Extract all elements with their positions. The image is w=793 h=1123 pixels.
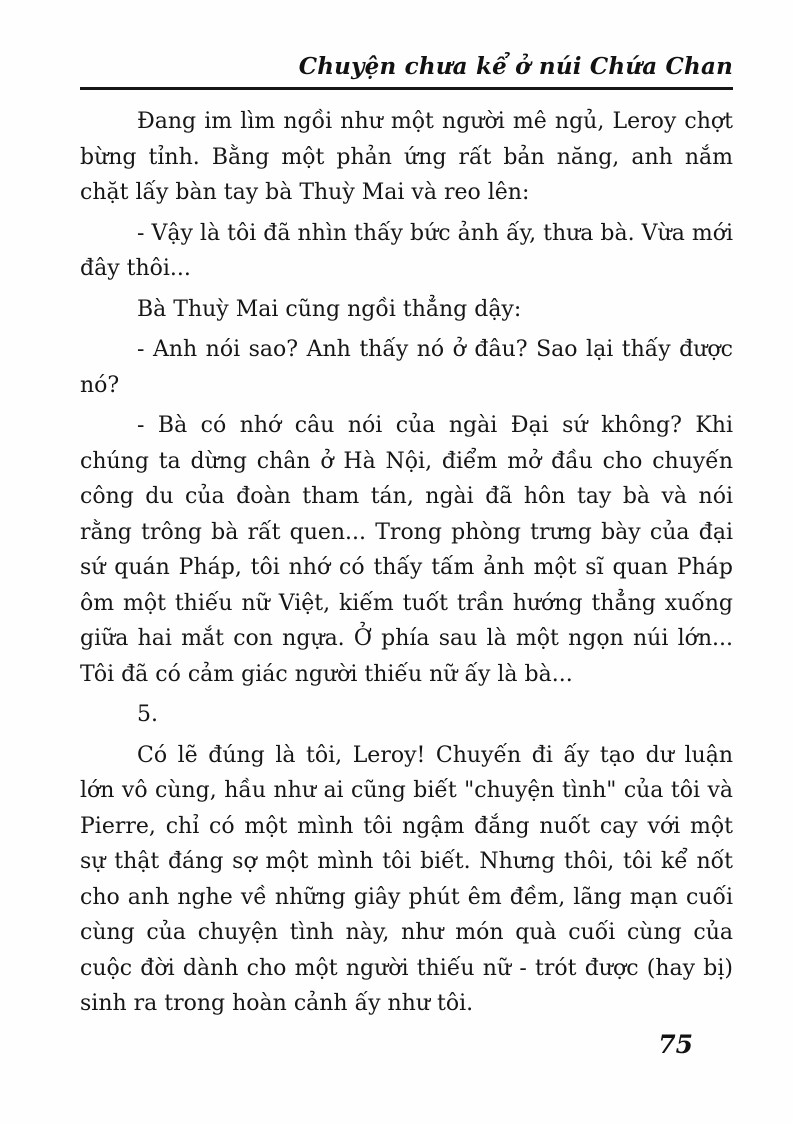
page-header [80, 0, 733, 90]
paragraph: - Vậy là tôi đã nhìn thấy bức ảnh ấy, thưa bà. Vừa mới đây thôi... [80, 220, 733, 281]
body-text [80, 104, 733, 1022]
running-title: Chuyện chưa kể ở núi Chứa Chan [298, 53, 733, 80]
paragraph: - Bà có nhớ câu nói của ngài Đại sứ không? Khi chúng ta dừng chân ở Hà Nội, điểm mở đầu cho chuyến công du của đoàn tham tán, ngài đã hôn tay bà và nói rằng trông bà rất quen... Trong phòng trưng bày của đại sứ quán Pháp, tôi nhớ có thấy tấm ảnh một sĩ quan Pháp ôm một thiếu nữ Việt, kiếm tuốt trần hướng thẳng xuống giữa hai mắt con ngựa. Ở phía sau là một ngọn núi lớn... Tôi đã có cảm giác người thiếu nữ ấy là bà... [80, 413, 733, 687]
page-number: 75 [658, 1030, 693, 1059]
paragraph: Có lẽ đúng là tôi, Leroy! Chuyến đi ấy tạo dư luận lớn vô cùng, hầu như ai cũng biết "chuyện tình" của tôi và Pierre, chỉ có một mình tôi ngậm đắng nuốt cay với một sự thật đáng sợ một mình tôi biết. Nhưng thôi, tôi kể nốt cho anh nghe về những giây phút êm đềm, lãng mạn cuối cùng của chuyện tình này, như món quà cuối cùng của cuộc đời dành cho một người thiếu nữ - trót được (hay bị) sinh ra trong hoàn cảnh ấy như tôi. [80, 742, 733, 1016]
header-rule [80, 87, 733, 90]
paragraph: Đang im lìm ngồi như một người mê ngủ, Leroy chợt bừng tỉnh. Bằng một phản ứng rất bản năng, anh nắm chặt lấy bàn tay bà Thuỳ Mai và reo lên: [80, 109, 733, 205]
paragraph: Bà Thuỳ Mai cũng ngồi thẳng dậy: [137, 296, 522, 322]
paragraph: - Anh nói sao? Anh thấy nó ở đâu? Sao lại thấy được nó? [80, 337, 733, 398]
section-number: 5. [137, 702, 158, 727]
